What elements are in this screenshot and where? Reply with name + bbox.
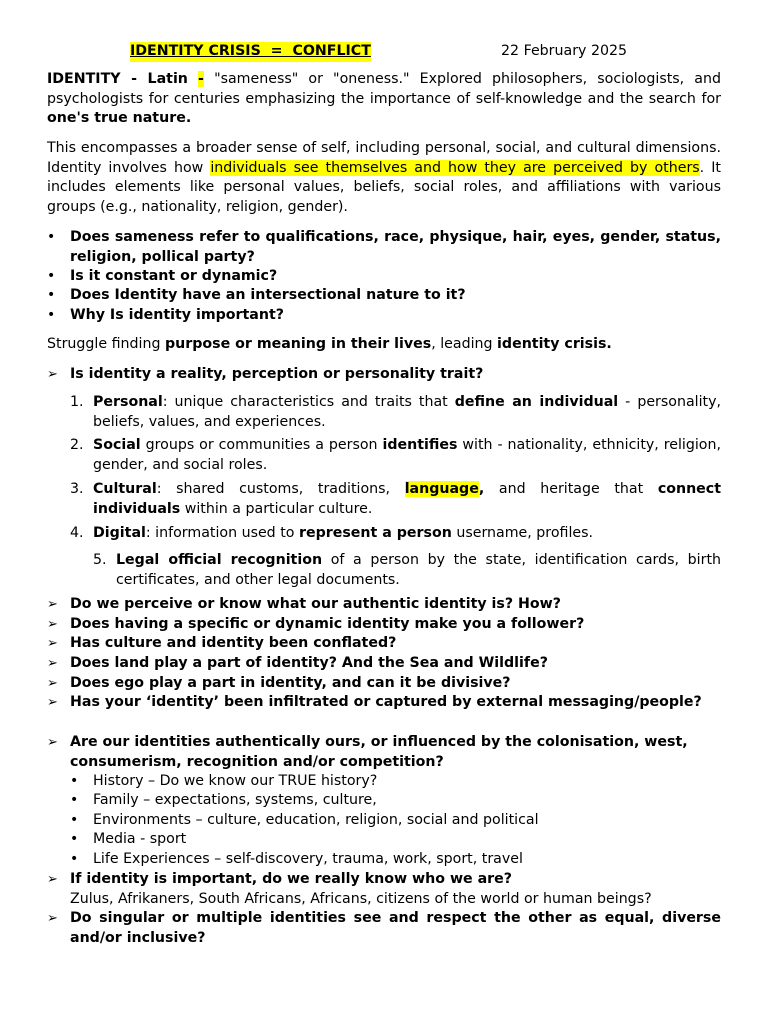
type-highlight: language xyxy=(404,481,479,497)
type-label: Personal xyxy=(93,394,163,410)
list-item xyxy=(47,595,721,615)
type-text: : unique characteristics and traits that xyxy=(162,394,455,410)
arrowhead-bullet-icon: ➢ xyxy=(47,676,58,691)
type-emphasis: define an individual xyxy=(454,394,619,410)
question-text: Does having a specific or dynamic identity make you a follower? xyxy=(70,616,585,632)
list-item xyxy=(47,909,721,948)
struggle-emphasis: identity crisis. xyxy=(497,336,612,352)
intro-term: IDENTITY - Latin xyxy=(47,71,188,87)
list-item xyxy=(70,791,721,811)
document-title: IDENTITY CRISIS = CONFLICT xyxy=(130,42,371,62)
type-emphasis: connect individuals xyxy=(93,481,721,517)
bullet-dot-icon: • xyxy=(47,307,56,323)
question-text: Are our identities authentically ours, or influenced by the colonisation, west, consumerism, recognition and/or competition? xyxy=(70,734,688,770)
type-text: with - nationality, ethnicity, religion, gender, and social roles. xyxy=(93,437,721,473)
list-item xyxy=(47,228,721,267)
list-item xyxy=(47,870,721,909)
question-text: Does Identity have an intersectional nature to it? xyxy=(70,287,466,303)
struggle-emphasis: purpose or meaning in their lives xyxy=(164,336,432,352)
type-text: username, profiles. xyxy=(451,525,594,541)
list-item xyxy=(47,654,721,674)
list-item xyxy=(70,811,721,831)
list-item xyxy=(47,267,721,287)
type-emphasis: represent a person xyxy=(298,525,452,541)
bullet-dot-icon: • xyxy=(47,229,56,245)
list-number: 3. xyxy=(70,481,84,497)
list-item xyxy=(70,850,721,870)
type-text: of a person by the state, identification cards, birth certificates, and other legal documents. xyxy=(116,552,721,588)
question-text: Does land play a part of identity? And the Sea and Wildlife? xyxy=(70,655,548,671)
question-text: Does sameness refer to qualifications, race, physique, hair, eyes, gender, status, religion, pollical party? xyxy=(70,229,721,265)
question-text: Why Is identity important? xyxy=(70,307,284,323)
type-label: Legal official recognition xyxy=(116,552,323,568)
question-text: Do singular or multiple identities see and respect the other as equal, diverse and/or inclusive? xyxy=(70,910,721,946)
intro-text: "sameness" or "oneness." Explored philosophers, sociologists, and psychologists for centuries emphasizing the importance of self-knowledge and the search for xyxy=(47,71,721,107)
question-text: Has your ‘identity’ been infiltrated or captured by external messaging/people? xyxy=(70,694,702,710)
type-text: : shared customs, traditions, xyxy=(156,481,405,497)
list-item xyxy=(47,634,721,654)
type-text: within a particular culture. xyxy=(180,500,373,517)
bullet-dot-icon: • xyxy=(47,268,56,284)
broader-paragraph xyxy=(47,139,721,217)
influence-text: Life Experiences – self-discovery, trauma, work, sport, travel xyxy=(93,851,523,867)
list-item xyxy=(47,674,721,694)
identity-type-social xyxy=(70,436,721,475)
type-label: Digital xyxy=(93,525,146,541)
arrowhead-bullet-icon: ➢ xyxy=(47,872,58,887)
question-text: Does ego play a part in identity, and can it be divisive? xyxy=(70,675,511,691)
list-number: 4. xyxy=(70,525,84,541)
list-number: 1. xyxy=(70,394,84,410)
arrowhead-bullet-icon: ➢ xyxy=(47,695,58,710)
influence-text: Environments – culture, education, religion, social and political xyxy=(93,812,539,828)
document-date: 22 February 2025 xyxy=(501,43,628,59)
arrowhead-bullet-icon: ➢ xyxy=(47,597,58,612)
list-item xyxy=(47,365,721,385)
question-text: Is it constant or dynamic? xyxy=(70,268,278,284)
intro-emphasis: one's true nature. xyxy=(47,110,192,126)
type-text: - personality, beliefs, values, and experiences. xyxy=(93,394,721,430)
list-item xyxy=(70,772,721,792)
question-subtext: Zulus, Afrikaners, South Africans, Africans, citizens of the world or human beings? xyxy=(70,890,652,907)
arrowhead-bullet-icon: ➢ xyxy=(47,656,58,671)
struggle-paragraph xyxy=(47,335,721,355)
type-text: : information used to xyxy=(145,525,299,541)
intro-paragraph xyxy=(47,70,721,129)
struggle-text: Struggle finding xyxy=(47,336,165,352)
bullet-dot-icon: • xyxy=(70,773,79,789)
broader-text-b: . It includes elements like personal values, beliefs, social roles, and affiliations with various groups (e.g., nationality, religion, gender). xyxy=(47,159,721,215)
arrowhead-bullet-icon: ➢ xyxy=(47,911,58,926)
question-text: Has culture and identity been conflated? xyxy=(70,635,397,651)
list-number: 2. xyxy=(70,437,84,453)
list-item xyxy=(47,693,721,713)
broader-text-a: This encompasses a broader sense of self, including personal, social, and cultural dimensions. Identity involves how xyxy=(47,140,721,176)
question-text: If identity is important, do we really know who we are? xyxy=(70,871,513,887)
bullet-dot-icon: • xyxy=(70,812,79,828)
identity-type-legal xyxy=(93,551,721,590)
type-text: and heritage that xyxy=(484,481,658,497)
bullet-dot-icon: • xyxy=(47,287,56,303)
type-text: groups or communities a person xyxy=(140,437,383,453)
list-item xyxy=(47,306,721,326)
influence-text: History – Do we know our TRUE history? xyxy=(93,773,378,789)
type-emphasis: , xyxy=(478,481,485,497)
arrowhead-bullet-icon: ➢ xyxy=(47,617,58,632)
influence-text: Media - sport xyxy=(93,831,187,847)
broader-highlight: individuals see themselves and how they are perceived by others xyxy=(210,159,700,176)
list-item xyxy=(47,286,721,306)
bullet-dot-icon: • xyxy=(70,831,79,847)
type-label: Cultural xyxy=(93,481,157,497)
list-item xyxy=(47,615,721,635)
list-number: 5. xyxy=(93,552,107,568)
question-text: Do we perceive or know what our authentic identity is? How? xyxy=(70,596,561,612)
influence-text: Family – expectations, systems, culture, xyxy=(93,792,377,808)
arrowhead-bullet-icon: ➢ xyxy=(47,636,58,651)
question-text: Is identity a reality, perception or personality trait? xyxy=(70,366,484,382)
type-label: Social xyxy=(93,437,141,453)
list-item xyxy=(47,733,721,772)
bullet-dot-icon: • xyxy=(70,851,79,867)
arrowhead-bullet-icon: ➢ xyxy=(47,367,58,382)
identity-type-cultural xyxy=(70,480,721,519)
list-item xyxy=(70,830,721,850)
struggle-text: , leading xyxy=(431,336,498,352)
bullet-dot-icon: • xyxy=(70,792,79,808)
identity-type-digital xyxy=(70,524,721,544)
arrowhead-bullet-icon: ➢ xyxy=(47,735,58,750)
intro-dash: - xyxy=(198,71,204,87)
type-emphasis: identifies xyxy=(382,437,458,453)
identity-type-personal xyxy=(70,393,721,432)
